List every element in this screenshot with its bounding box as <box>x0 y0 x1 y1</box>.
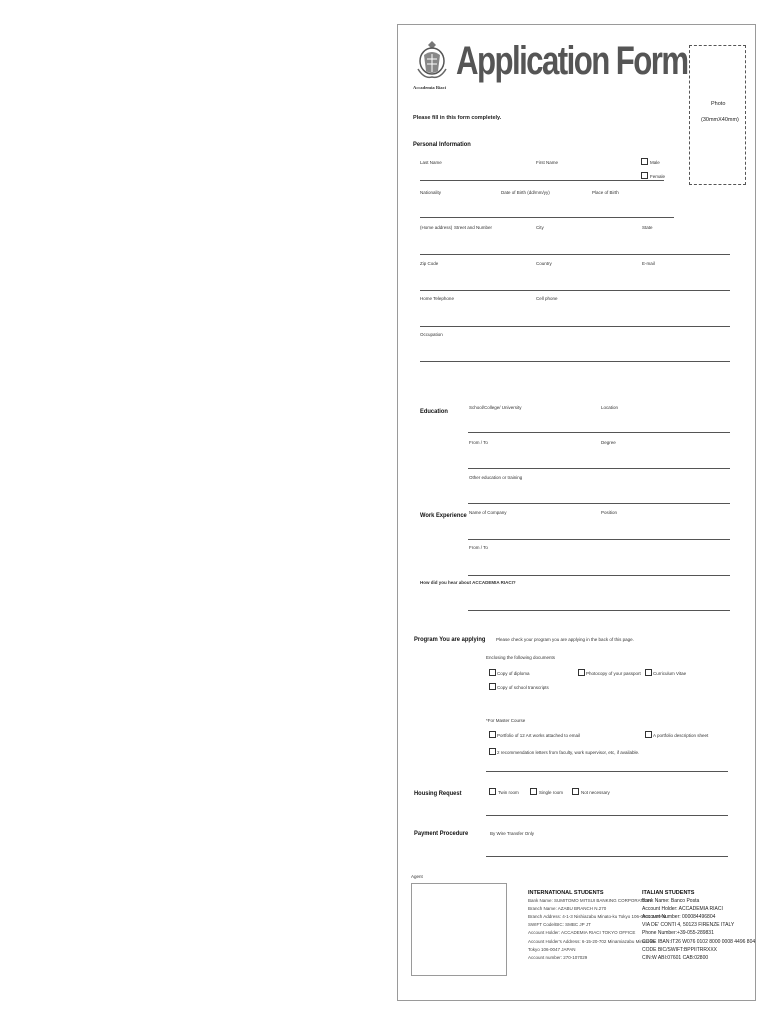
male-label: Male <box>650 160 660 165</box>
address-line[interactable] <box>420 254 730 255</box>
other-education-label: Other education or training <box>469 475 523 480</box>
email-label: E-mail <box>642 261 655 266</box>
italian-line: CODE IBAN:IT26 W076 0102 8000 0008 4496 804 <box>642 938 756 945</box>
crest-logo-icon <box>414 39 450 83</box>
photo-box[interactable] <box>689 45 746 185</box>
school-label: School/College/ University <box>469 405 522 410</box>
single-room-checkbox[interactable] <box>530 788 537 795</box>
cv-checkbox[interactable] <box>645 669 652 676</box>
city-label: City <box>536 225 544 230</box>
portfolio-checkbox[interactable] <box>489 731 496 738</box>
program-line[interactable] <box>486 771 728 772</box>
zip-label: Zip Code <box>420 261 439 266</box>
italian-line: Account Holder: ACCADEMIA RIACI <box>642 906 723 913</box>
program-note: Please check your program you are applying in the back of this page. <box>496 637 634 642</box>
italian-line: CIN:W ABI:07601 CAB:02800 <box>642 954 709 961</box>
photo-size: (30mmX40mm) <box>701 117 739 123</box>
copy-diploma-label: Copy of diploma <box>497 671 530 676</box>
portfolio-desc-checkbox[interactable] <box>645 731 652 738</box>
twin-room-checkbox[interactable] <box>489 788 496 795</box>
edu-from-to-line[interactable] <box>468 468 730 469</box>
twin-room-label: Twin room <box>498 790 519 795</box>
edu-from-to-label: From / To <box>469 440 488 445</box>
cell-label: Cell phone <box>536 296 558 301</box>
work-heading: Work Experience <box>420 512 467 519</box>
company-label: Name of Company <box>469 510 507 515</box>
copy-diploma-checkbox[interactable] <box>489 669 496 676</box>
street-label: Street and Number <box>454 225 493 230</box>
intl-line: Account Holder's Address: 6-15-20-702 Minamiazabu Minato-ku <box>528 938 656 944</box>
italian-line: Account Number: 000084496804 <box>642 914 716 921</box>
italian-line: Phone Number:+39-055-289831 <box>642 930 714 937</box>
italian-heading: ITALIAN STUDENTS <box>642 890 695 896</box>
first-name-label: First Name <box>536 160 559 165</box>
nationality-label: Nationality <box>420 190 442 195</box>
hear-about-label: How did you hear about ACCADEMIA RIACI? <box>420 580 516 585</box>
enclosing-label: Enclosing the following documents <box>486 655 556 660</box>
not-necessary-checkbox[interactable] <box>572 788 579 795</box>
italian-line: Bank Name: Banco Posta <box>642 898 700 905</box>
intl-line: Branch Name: AZABU BRANCH N.270 <box>528 906 607 912</box>
italian-bank-info <box>642 889 755 962</box>
state-label: State <box>642 225 653 230</box>
intl-line: Bank Name: SUMITOMO MITSUI BANKING CORPORATION <box>528 898 652 904</box>
italian-line: CODE BIC/SWIFT:BPPIITRRXXX <box>642 946 718 953</box>
education-heading: Education <box>420 408 448 415</box>
intl-line: Account number: 270-107029 <box>528 954 588 960</box>
other-education-line[interactable] <box>468 503 730 504</box>
work-from-to-label: From / To <box>469 545 488 550</box>
zip-line[interactable] <box>420 290 730 291</box>
payment-method: By Wire Transfer Only <box>490 831 535 836</box>
agent-box[interactable] <box>411 883 507 976</box>
female-label: Female <box>650 174 666 179</box>
place-of-birth-label: Place of Birth <box>592 190 619 195</box>
intl-line: Tokyo 106-0047 JAPAN <box>528 946 576 952</box>
housing-heading: Housing Request <box>414 790 462 797</box>
phone-line[interactable] <box>420 326 730 327</box>
male-checkbox[interactable] <box>641 158 648 165</box>
agent-label: Agent <box>411 874 423 879</box>
org-name: Accademia Riaci <box>413 85 447 90</box>
photo-label: Photo <box>711 101 726 107</box>
country-label: Country <box>536 261 552 266</box>
not-necessary-label: Not necessary <box>581 790 610 795</box>
dob-label: Date of Birth (dd/mm/yy) <box>501 190 550 195</box>
last-name-label: Last Name <box>420 160 442 165</box>
intl-line: SWIFT Code/BIC: SMBC JP JT <box>528 922 591 928</box>
international-heading: INTERNATIONAL STUDENTS <box>528 890 604 896</box>
form-instruction: Please fill in this form completely. <box>413 115 502 121</box>
work-from-to-line[interactable] <box>468 575 730 576</box>
recommendation-label: 2 recommendation letters from faculty, work supervisor, etc, if available. <box>497 750 640 755</box>
location-label: Location <box>601 405 619 410</box>
payment-line[interactable] <box>486 856 728 857</box>
cv-label: Curriculum Vitae <box>653 671 687 676</box>
intl-line: Branch Address: 4-1-3 Nishiazabu Minato-ku Tokyo 106-0031 JAPAN <box>528 914 666 920</box>
school-line[interactable] <box>468 432 730 433</box>
portfolio-desc-label: A portfolio description sheet <box>653 733 709 738</box>
application-form-page <box>397 24 756 1001</box>
degree-label: Degree <box>601 440 616 445</box>
italian-line: VIA DE' CONTI 4, 50123 FIRENZE ITALY <box>642 922 735 929</box>
master-note: *For Master Course <box>486 718 526 723</box>
recommendation-checkbox[interactable] <box>489 748 496 755</box>
personal-info-heading: Personal Information <box>413 141 471 148</box>
occupation-label: Occupation <box>420 332 443 337</box>
position-label: Position <box>601 510 618 515</box>
portfolio-label: Portfolio of 12 Art works attached to email <box>497 733 581 738</box>
home-tel-label: Home Telephone <box>420 296 454 301</box>
form-title: Application Form <box>456 39 688 83</box>
passport-label: Photocopy of your passport <box>586 671 641 676</box>
program-heading: Program You are applying <box>414 636 486 643</box>
nationality-line[interactable] <box>420 217 674 218</box>
intl-line: Account Holder: ACCADEMIA RIACI TOKYO OFFICE <box>528 930 636 936</box>
payment-heading: Payment Procedure <box>414 830 469 837</box>
name-line[interactable] <box>420 180 664 181</box>
female-checkbox[interactable] <box>641 172 648 179</box>
occupation-line[interactable] <box>420 361 730 362</box>
transcripts-checkbox[interactable] <box>489 683 496 690</box>
home-address-label: (Home address) <box>420 225 453 230</box>
company-line[interactable] <box>468 539 730 540</box>
transcripts-label: Copy of school transcripts <box>497 685 549 690</box>
housing-line[interactable] <box>486 815 728 816</box>
hear-about-line[interactable] <box>468 610 730 611</box>
single-room-label: Single room <box>539 790 564 795</box>
passport-checkbox[interactable] <box>578 669 585 676</box>
